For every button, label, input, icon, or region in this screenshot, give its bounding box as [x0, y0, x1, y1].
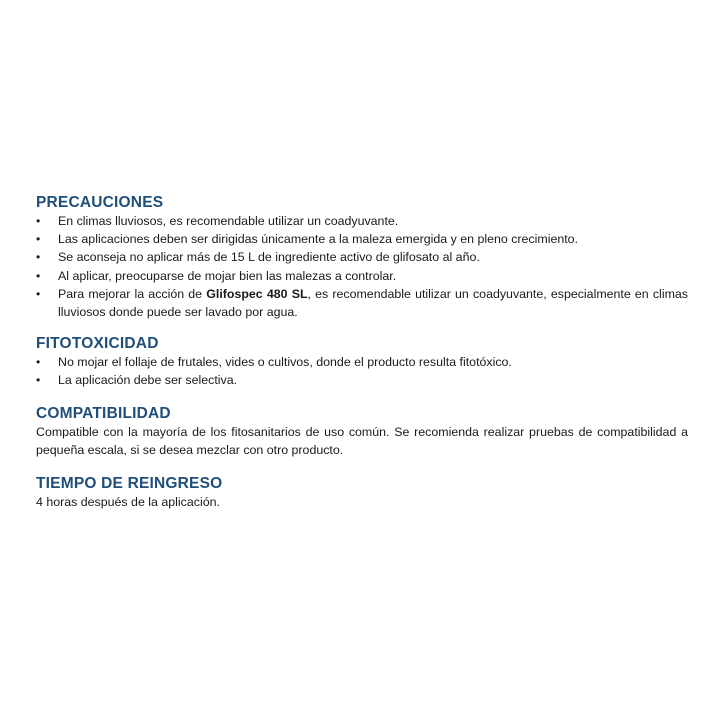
bullet-icon: •: [36, 268, 41, 283]
section-reingreso: [36, 474, 688, 511]
list-item-text: Las aplicaciones deben ser dirigidas únicamente a la maleza emergida y en pleno crecimiento.: [58, 232, 579, 247]
bullet-list-fitotoxicidad: [36, 353, 688, 389]
compatibilidad-text: Compatible con la mayoría de los fitosanitarios de uso común. Se recomienda realizar pruebas de compatibilidad a pequeña escala, si se desea mezclar con otro producto.: [36, 424, 688, 457]
section-title-compatibilidad: COMPATIBILIDAD: [36, 404, 171, 422]
section-title-precauciones: PRECAUCIONES: [36, 194, 164, 211]
bullet-icon: •: [36, 232, 41, 247]
section-title-reingreso: TIEMPO DE REINGRESO: [36, 475, 223, 493]
product-name: Glifospec 480 SL: [206, 286, 308, 301]
list-item-text: Al aplicar, preocuparse de mojar bien las malezas a controlar.: [58, 268, 397, 283]
bullet-icon: •: [36, 373, 41, 388]
bullet-list-precauciones: [36, 212, 688, 321]
bullet-icon: •: [36, 250, 41, 265]
bullet-icon: •: [36, 286, 41, 301]
section-fitotoxicidad: [36, 334, 688, 389]
list-item: [36, 371, 688, 389]
list-item: [36, 230, 688, 248]
list-item-text: Se aconseja no aplicar más de 15 L de ingrediente activo de glifosato al año.: [58, 250, 480, 265]
bullet-icon: •: [36, 355, 41, 370]
section-title-fitotoxicidad: FITOTOXICIDAD: [36, 335, 159, 353]
list-item-text: No mojar el follaje de frutales, vides o cultivos, donde el producto resulta fitotóxico.: [58, 355, 512, 370]
list-item: [36, 248, 688, 266]
list-item: [36, 212, 688, 230]
list-item-text-after: , es recomendable utilizar un coadyuvante, especialmente en climas lluviosos donde puede ser lavado por agua.: [58, 286, 688, 320]
section-precauciones: [36, 193, 688, 321]
list-item-text: La aplicación debe ser selectiva.: [58, 373, 238, 388]
bullet-icon: •: [36, 214, 41, 228]
list-item: [36, 285, 688, 321]
list-item-text: En climas lluviosos, es recomendable utilizar un coadyuvante.: [58, 214, 399, 228]
list-item: [36, 353, 688, 371]
document-body: [36, 193, 688, 511]
reingreso-text: 4 horas después de la aplicación.: [36, 495, 220, 510]
list-item: [36, 267, 688, 285]
list-item-text-before: Para mejorar la acción de: [58, 286, 207, 301]
section-compatibilidad: [36, 404, 688, 459]
